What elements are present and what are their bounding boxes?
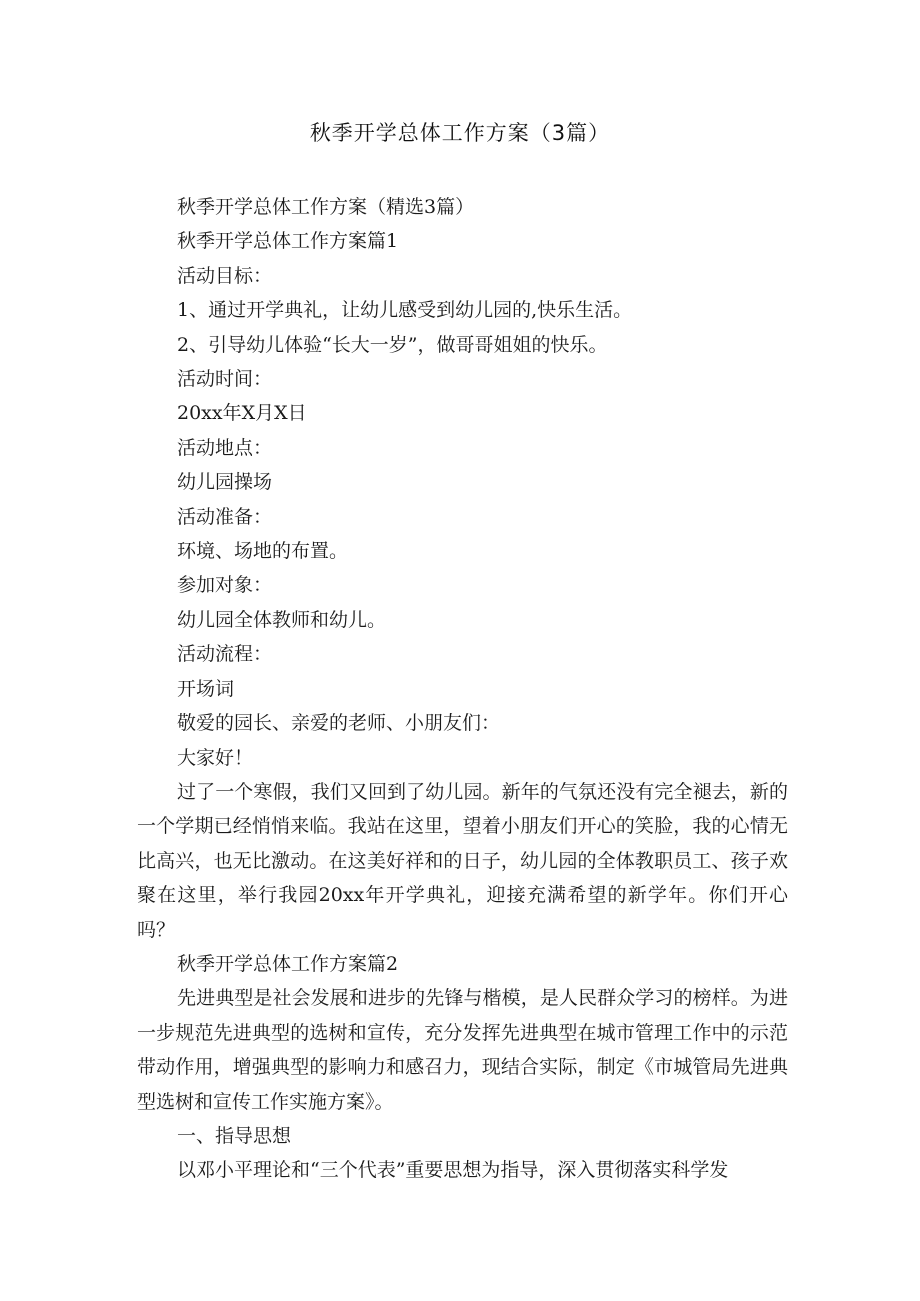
- paragraph-guiding-ideology-heading: 一、指导思想: [177, 1124, 292, 1147]
- paragraph-activity-place-label: 活动地点：: [177, 436, 273, 459]
- paragraph-subtitle: 秋季开学总体工作方案（精选3篇）: [177, 196, 475, 218]
- paragraph-goal-2: 2、引导幼儿体验“长大一岁”，做哥哥姐姐的快乐。: [177, 333, 608, 356]
- paragraph-speech: 过了一个寒假，我们又回到了幼儿园。新年的气氛还没有完全褪去，新的一个学期已经悄悄来临。我站在这里，望着小朋友们开心的笑脸，我的心情无比高兴，也无比激动。在这美好祥和的日子，幼儿园的全体教职员工、孩子欢聚在这里，举行我园20xx年开学典礼，迎接充满希望的新学年。你们开心吗？: [137, 780, 788, 941]
- paragraph-section-heading-2: 秋季开学总体工作方案篇2: [177, 952, 399, 975]
- paragraph-activity-time: 20xx年X月X日: [177, 402, 307, 425]
- paragraph-activity-prep: 环境、场地的布置。: [177, 540, 349, 563]
- document-title: 秋季开学总体工作方案（3篇）: [309, 121, 611, 145]
- document-body: [137, 190, 788, 1188]
- paragraph-activity-time-label: 活动时间：: [177, 368, 273, 391]
- paragraph-process-label: 活动流程：: [177, 643, 273, 666]
- paragraph-participants: 幼儿园全体教师和幼儿。: [177, 608, 387, 631]
- paragraph-hello: 大家好！: [177, 746, 254, 769]
- paragraph-activity-place: 幼儿园操场: [177, 471, 273, 494]
- paragraph-opening-words: 开场词: [177, 677, 235, 700]
- paragraph-activity-goal-label: 活动目标：: [177, 264, 273, 287]
- paragraph-greeting: 敬爱的园长、亲爱的老师、小朋友们：: [177, 712, 501, 735]
- paragraph-section-heading-1: 秋季开学总体工作方案篇1: [177, 230, 399, 253]
- paragraph-activity-prep-label: 活动准备：: [177, 505, 273, 528]
- paragraph-participants-label: 参加对象：: [177, 574, 273, 597]
- paragraph-typical-models: 先进典型是社会发展和进步的先锋与楷模，是人民群众学习的榜样。为进一步规范先进典型的选树和宣传，充分发挥先进典型在城市管理工作中的示范带动作用，增强典型的影响力和感召力，现结合实际，制定《市城管局先进典型选树和宣传工作实施方案》。: [137, 987, 788, 1113]
- paragraph-guiding-ideology: 以邓小平理论和“三个代表”重要思想为指导，深入贯彻落实科学发: [177, 1159, 729, 1182]
- paragraph-goal-1: 1、通过开学典礼，让幼儿感受到幼儿园的,快乐生活。: [177, 299, 633, 322]
